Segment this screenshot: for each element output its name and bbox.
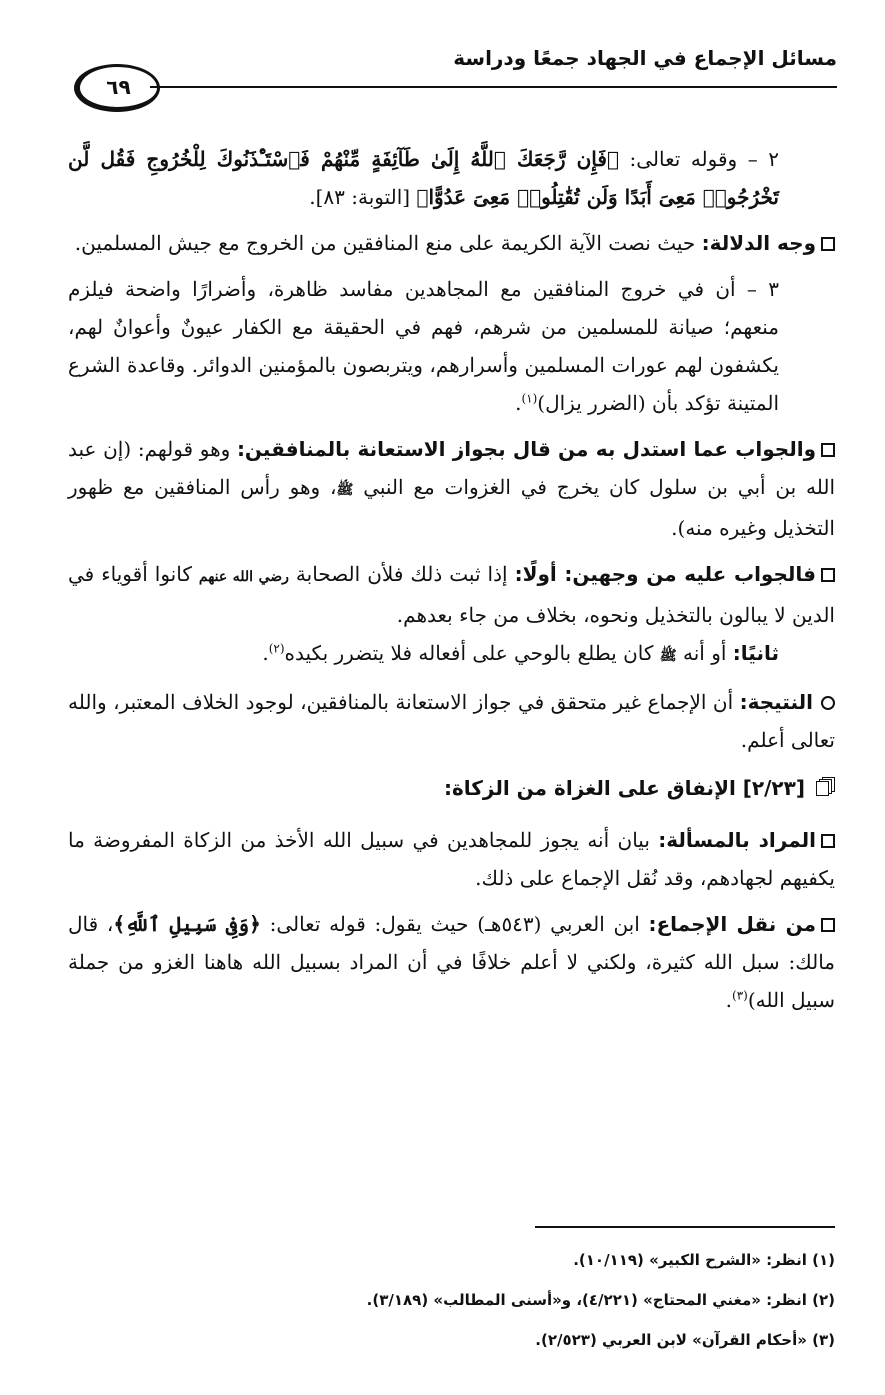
square-bullet-icon	[821, 834, 835, 848]
paragraph-text: وهو قولهم: (إن عبد الله بن أبي بن سلول كان يخرج في الغزوات مع النبي	[68, 437, 836, 499]
verse-reference: [التوبة: ٨٣].	[309, 185, 417, 209]
paragraph-end: .	[725, 988, 733, 1012]
page-number-badge	[74, 64, 160, 112]
paragraph-answer-second	[68, 634, 835, 675]
section-title: [٢/٢٣] الإنفاق على الغزاة من الزكاة:	[443, 776, 805, 800]
evidence-lead: ٢ – وقوله تعالى:	[618, 147, 779, 171]
paragraph-evidence-2	[68, 140, 835, 216]
quran-verse: ﴿وَفِى سَبِيلِ ٱللَّهِ﴾	[113, 912, 261, 936]
footnote-ref-3: (٣)	[732, 988, 748, 1003]
page-number: ٦٩	[106, 75, 131, 99]
body-text	[68, 140, 835, 1027]
section-heading	[68, 769, 835, 807]
term-label: المراد بالمسألة:	[658, 828, 816, 852]
paragraph-answer-first	[68, 555, 835, 634]
paragraph-reply	[68, 430, 835, 547]
header-rule	[150, 86, 837, 88]
term-label: وجه الدلالة:	[701, 231, 816, 255]
square-bullet-icon	[821, 237, 835, 251]
footnotes	[68, 1240, 835, 1360]
term-label: من نقل الإجماع:	[648, 912, 816, 936]
paragraph-text: ، قال مالك: سبل الله كثيرة، ولكني لا أعلم خلافًا في أن المراد بسبيل الله هاهنا الغزو من جملة سبيل الله)	[68, 912, 835, 1012]
circle-bullet-icon	[821, 696, 835, 710]
paragraph-text: أو أنه	[676, 641, 733, 665]
paragraph-issue-meaning	[68, 821, 835, 897]
paragraph-result	[68, 683, 835, 759]
paragraph-text: بيان أنه يجوز للمجاهدين في سبيل الله الأخذ من الزكاة المفروضة ما يكفيهم لجهادهم، وقد نُقل الإجماع على ذلك.	[68, 828, 835, 890]
paragraph-end: .	[262, 641, 269, 665]
term-label: النتيجة:	[739, 690, 813, 714]
book-stack-icon	[813, 777, 835, 797]
honorific-glyph: ﷺ	[336, 482, 354, 498]
footnote-1: (١) انظر: «الشرح الكبير» (١٠/١١٩).	[573, 1251, 835, 1269]
paragraph-text: إذا ثبت ذلك فلأن الصحابة	[288, 562, 515, 586]
footnote-2: (٢) انظر: «مغني المحتاج» (٤/٢٢١)، و«أسنى المطالب» (٣/١٨٩).	[366, 1291, 835, 1309]
square-bullet-icon	[821, 568, 835, 582]
paragraph-evidence-3	[68, 270, 835, 422]
paragraph-text: حيث نصت الآية الكريمة على منع المنافقين من الخروج مع جيش المسلمين.	[74, 231, 702, 255]
term-label: والجواب عما استدل به من قال بجواز الاستعانة بالمنافقين:	[236, 437, 817, 461]
term-label: ثانيًا:	[732, 641, 779, 665]
paragraph-consensus-source	[68, 905, 835, 1019]
paragraph-text: ، وهو رأس المنافقين مع ظهور التخذيل وغيره منه).	[68, 475, 835, 540]
quran-verse: ﴿فَإِن رَّجَعَكَ ٱللَّهُ إِلَىٰ طَآئِفَةٍ مِّنْهُمْ فَٱسْتَـْٔذَنُوكَ لِلْخُرُوجِ فَقُل لَّن تَخْرُجُوا۟ مَعِىَ أَبَدًا وَلَن تُقَٰتِلُوا۟ مَعِىَ عَدُوًّا﴾	[68, 147, 779, 209]
square-bullet-icon	[821, 443, 835, 457]
footnote-ref-2: (٢)	[268, 641, 285, 656]
footnote-separator	[535, 1226, 835, 1228]
footnote-ref-1: (١)	[521, 391, 538, 406]
paragraph-end: .	[515, 391, 522, 415]
square-bullet-icon	[821, 918, 835, 932]
running-title: مسائل الإجماع في الجهاد جمعًا ودراسة	[453, 46, 837, 70]
term-label: فالجواب عليه من وجهين: أولًا:	[514, 562, 816, 586]
paragraph-text: كانوا أقوياء في الدين لا يبالون بالتخذيل ونحوه، بخلاف من جاء بعدهم.	[68, 562, 835, 627]
paragraph-text: ٣ – أن في خروج المنافقين مع المجاهدين مفاسد ظاهرة، وأضرارًا واضحة فيلزم منعهم؛ صيانة للمسلمين من شرهم، فهم في الحقيقة مع الكفار عيونٌ وأعوانٌ لهم، يكشفون لهم عورات المسلمين وأسرارهم، ويتربصون بالمؤمنين الدوائر. وقاعدة الشرع المتينة تؤكد بأن (الضرر يزال)	[68, 277, 779, 415]
footnote-3: (٣) «أحكام القرآن» لابن العربي (٢/٥٢٣).	[535, 1331, 835, 1349]
paragraph-text: ابن العربي (٥٤٣هـ) حيث يقول: قوله تعالى:	[260, 912, 649, 936]
paragraph-text: أن الإجماع غير متحقق في جواز الاستعانة بالمنافقين، لوجود الخلاف المعتبر، والله تعالى أعلم.	[68, 690, 835, 752]
honorific-glyph: ﷺ	[659, 648, 677, 664]
honorific-glyph: رضي الله عنهم	[198, 569, 289, 585]
paragraph-evidence-meaning	[68, 224, 835, 262]
paragraph-text: كان يطلع بالوحي على أفعاله فلا يتضرر بكيده	[284, 641, 660, 665]
